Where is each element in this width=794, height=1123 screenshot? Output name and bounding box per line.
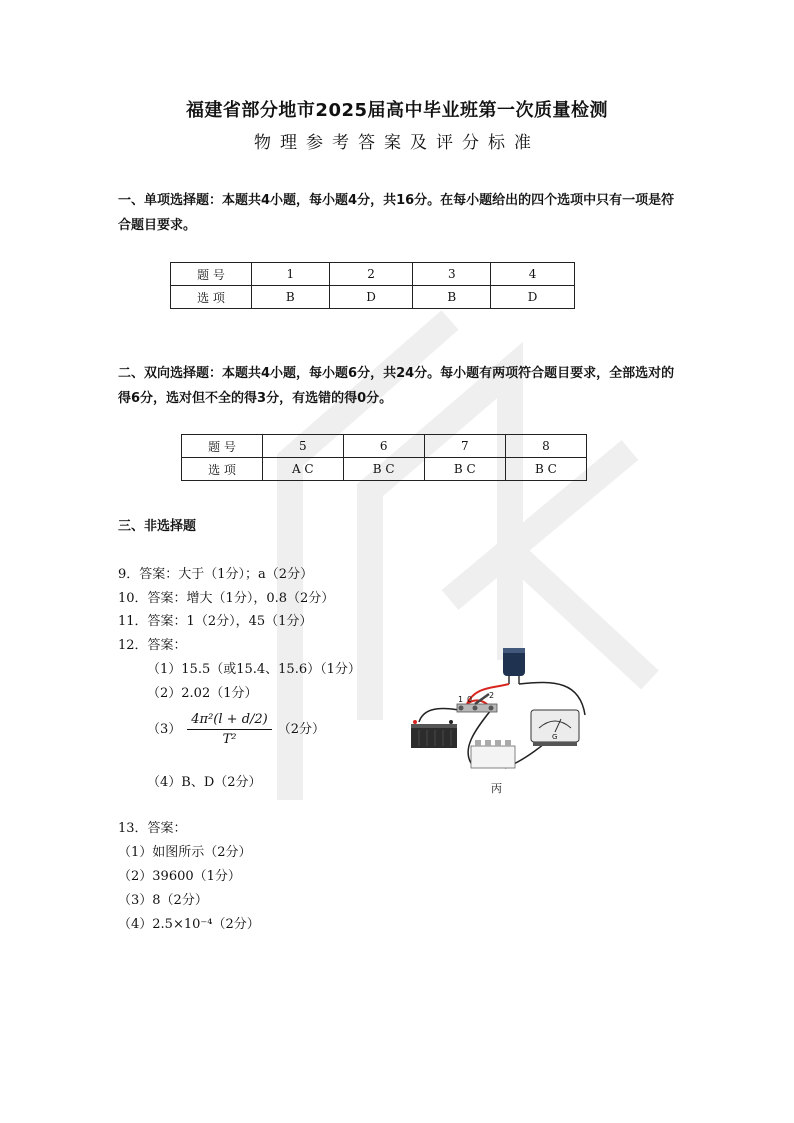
answer-cell: B C xyxy=(505,458,586,481)
black-wire xyxy=(419,709,459,723)
battery-icon xyxy=(411,720,457,748)
galvanometer-label: G xyxy=(552,733,558,741)
question-number: 1 xyxy=(252,263,330,286)
row-label: 选 项 xyxy=(171,286,252,309)
question-number: 4 xyxy=(491,263,575,286)
switch-label-1: 1 xyxy=(458,695,464,704)
formula-fraction xyxy=(187,712,271,747)
q12-part2: （2）2.02（1分） xyxy=(147,686,258,701)
section3-heading: 三、非选择题 xyxy=(118,519,197,534)
answer-cell: B C xyxy=(343,458,424,481)
capacitor-icon xyxy=(503,648,525,684)
answer-cell: D xyxy=(491,286,575,309)
figure-caption: 丙 xyxy=(491,782,502,795)
answer-cell: B xyxy=(413,286,491,309)
page-subtitle: 物理参考答案及评分标准 xyxy=(254,133,540,153)
q13-part4: （4）2.5×10⁻⁴（2分） xyxy=(118,917,260,932)
answer-cell: D xyxy=(329,286,413,309)
section1-answer-table xyxy=(170,262,575,309)
q11-answer: 11．答案：1（2分），45（1分） xyxy=(118,614,313,629)
formula-numerator: 4π²(l + d/2) xyxy=(187,712,271,730)
row-label: 题 号 xyxy=(182,435,263,458)
table-row xyxy=(182,458,587,481)
row-label: 题 号 xyxy=(171,263,252,286)
formula-denominator: T² xyxy=(222,732,237,747)
q13-label: 13．答案： xyxy=(118,821,187,836)
q9-answer: 9．答案：大于（1分）；a（2分） xyxy=(118,567,314,582)
answer-cell: B xyxy=(252,286,330,309)
question-number: 2 xyxy=(329,263,413,286)
answer-cell: B C xyxy=(424,458,505,481)
q10-answer: 10．答案：增大（1分），0.8（2分） xyxy=(118,591,335,606)
table-row xyxy=(171,286,575,309)
section2-answer-table xyxy=(181,434,587,481)
answer-cell: A C xyxy=(263,458,344,481)
q12-part3 xyxy=(147,712,325,747)
question-number: 3 xyxy=(413,263,491,286)
question-number: 7 xyxy=(424,435,505,458)
table-row xyxy=(182,435,587,458)
q12-label: 12．答案： xyxy=(118,638,187,653)
q13-part2: （2）39600（1分） xyxy=(118,869,241,884)
q13-part1: （1）如图所示（2分） xyxy=(118,845,252,860)
question-number: 5 xyxy=(263,435,344,458)
q12-part3-suffix: （2分） xyxy=(277,722,326,737)
row-label: 选 项 xyxy=(182,458,263,481)
table-row xyxy=(171,263,575,286)
q12-part1: （1）15.5（或15.4、15.6）（1分） xyxy=(147,662,361,677)
switch-label-2: 2 xyxy=(489,691,495,700)
question-number: 8 xyxy=(505,435,586,458)
section1-heading: 一、单项选择题：本题共4小题，每小题4分，共16分。在每小题给出的四个选项中只有一项是符合题目要求。 xyxy=(118,193,675,233)
resistor-box-icon xyxy=(471,740,515,768)
q12-part4: （4）B、D（2分） xyxy=(147,775,262,790)
switch-label-0: 0 xyxy=(467,695,473,704)
question-number: 6 xyxy=(343,435,424,458)
circuit-figure xyxy=(405,640,615,800)
page-title: 福建省部分地市2025届高中毕业班第一次质量检测 xyxy=(185,100,609,121)
q12-part3-prefix: （3） xyxy=(147,722,182,737)
q13-part3: （3）8（2分） xyxy=(118,893,208,908)
section2-heading: 二、双向选择题：本题共4小题，每小题6分，共24分。每小题有两项符合题目要求，全部选对的得6分，选对但不全的得3分，有选错的得0分。 xyxy=(118,366,675,406)
